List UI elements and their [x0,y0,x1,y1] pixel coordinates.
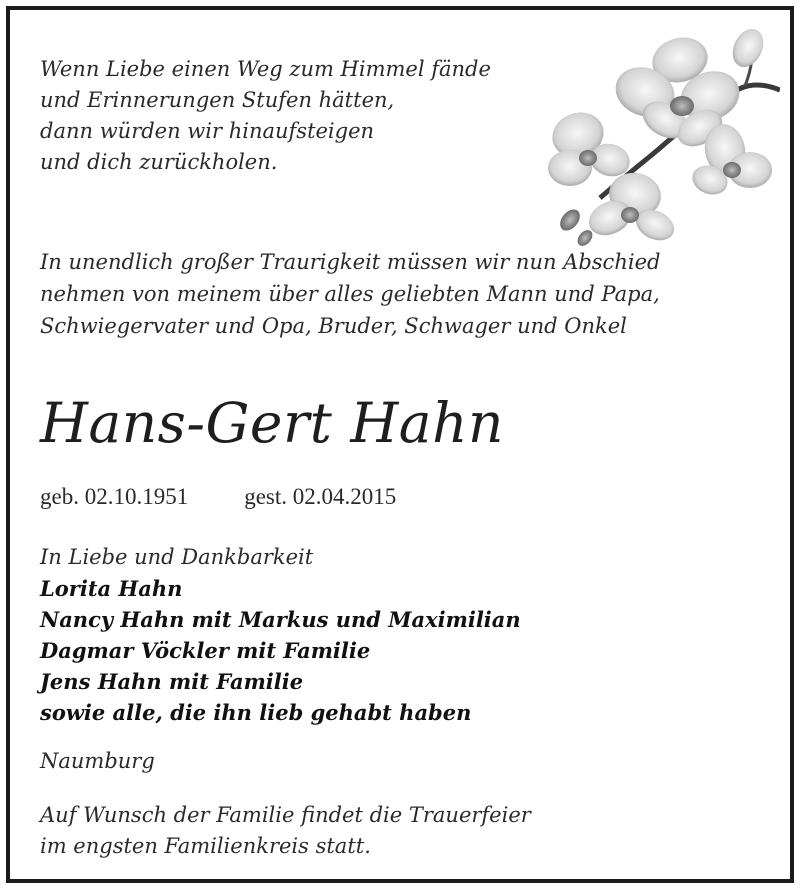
place: Naumburg [40,749,155,773]
intro-line: In unendlich großer Traurigkeit müssen wir nun Abschied [40,250,661,274]
family-member: sowie alle, die ihn lieb gehabt haben [40,700,472,725]
death-date: gest. 02.04.2015 [244,484,397,509]
family-member: Dagmar Vöckler mit Familie [40,638,371,663]
deceased-name: Hans-Gert Hahn [40,391,504,455]
obituary-card [6,6,794,883]
family-lead: In Liebe und Dankbarkeit [40,545,314,569]
poem-line: dann würden wir hinaufsteigen [40,119,375,143]
poem-line: und Erinnerungen Stufen hätten, [40,88,395,112]
family-member: Lorita Hahn [40,576,183,601]
family-list [40,542,521,728]
intro-text [40,246,660,342]
birth-date: geb. 02.10.1951 [40,484,189,509]
note-line: Auf Wunsch der Familie findet die Trauerfeier [40,803,531,827]
note-line: im engsten Familienkreis statt. [40,834,371,858]
intro-line: nehmen von meinem über alles geliebten Mann und Papa, [40,282,660,306]
intro-line: Schwiegervater und Opa, Bruder, Schwager und Onkel [40,314,627,338]
life-dates [40,482,396,512]
poem-line: Wenn Liebe einen Weg zum Himmel fände [40,57,491,81]
family-member: Jens Hahn mit Familie [40,669,304,694]
poem-line: und dich zurückholen. [40,150,278,174]
family-member: Nancy Hahn mit Markus und Maximilian [40,607,521,632]
funeral-note [40,800,531,862]
orchid-icon [540,20,780,250]
poem [40,54,491,178]
